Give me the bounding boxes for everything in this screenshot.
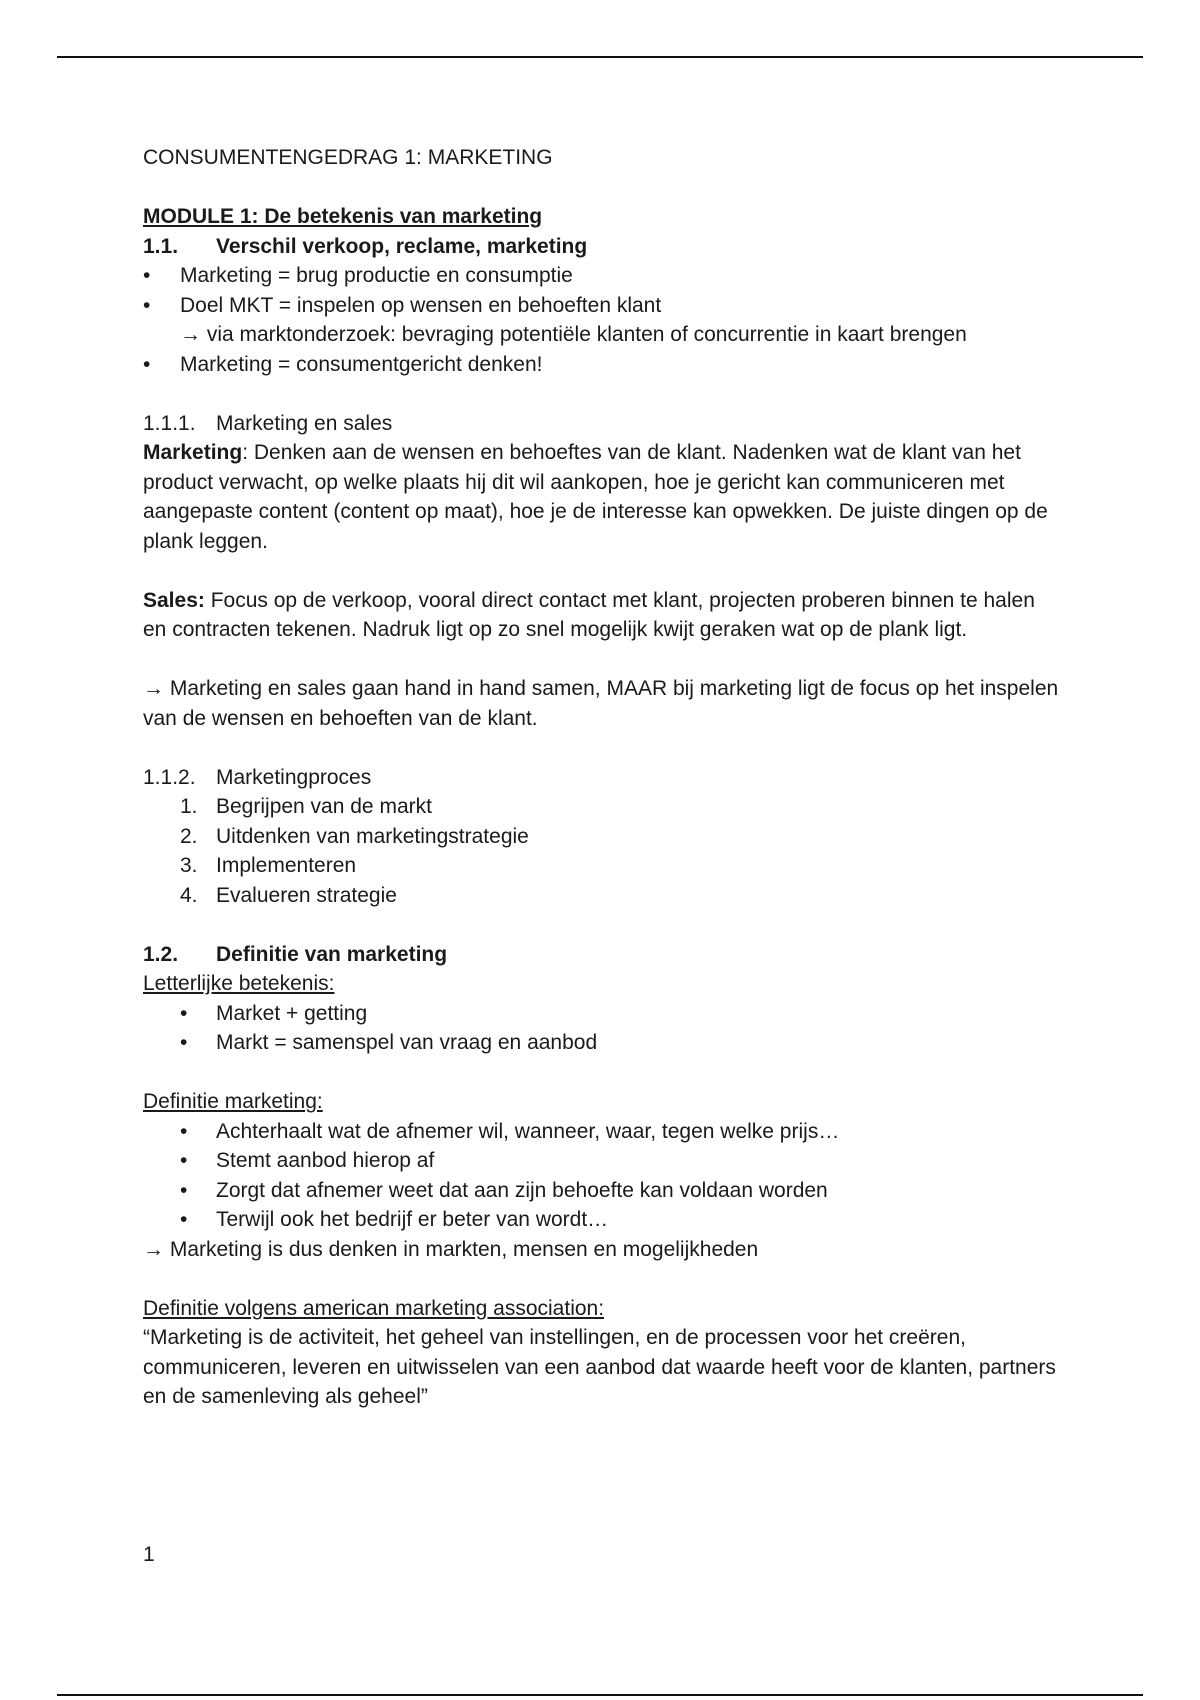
list-item — [143, 999, 1063, 1029]
section-heading-1-2 — [143, 940, 1063, 970]
page-number: 1 — [143, 1543, 155, 1566]
list-item — [143, 851, 1063, 881]
bullet-item — [143, 261, 1063, 291]
header-rule — [57, 56, 1143, 58]
marketing-label: Marketing — [143, 441, 243, 464]
bullet-text: Doel MKT = inspelen op wensen en behoeften klant — [180, 293, 662, 317]
bullet-icon: • — [180, 1149, 188, 1172]
definition-conclusion: → Marketing is dus denken in markten, mensen en mogelijkheden — [143, 1237, 759, 1261]
list-text: Markt = samenspel van vraag en aanbod — [216, 1031, 598, 1054]
sales-paragraph — [143, 586, 1063, 645]
marketing-paragraph — [143, 438, 1063, 556]
list-item — [143, 881, 1063, 911]
bullet-item — [143, 350, 1063, 380]
definition-heading: Definitie marketing: — [143, 1090, 323, 1113]
list-item — [143, 1176, 1063, 1206]
bullet-icon: • — [143, 264, 151, 287]
process-list — [143, 792, 1063, 910]
section-title: Marketingproces — [216, 765, 372, 789]
list-item — [143, 1146, 1063, 1176]
bullet-icon: • — [180, 1031, 188, 1054]
list-item — [143, 822, 1063, 852]
bullet-icon: • — [180, 1178, 188, 1202]
bullet-icon: • — [180, 1208, 188, 1231]
section-heading-1-1 — [143, 232, 1063, 262]
sales-label: Sales: — [143, 588, 205, 612]
list-item — [143, 792, 1063, 822]
ama-heading: Definitie volgens american marketing association: — [143, 1296, 605, 1320]
sales-text: Focus op de verkoop, vooral direct contact met klant, projecten proberen binnen te halen en contracten tekenen. Nadruk ligt op zo snel mogelijk kwijt geraken wat op de plank ligt. — [143, 588, 1035, 641]
list-number: 3. — [180, 854, 198, 877]
bullet-icon: • — [143, 352, 151, 376]
list-number: 4. — [180, 883, 198, 907]
bullet-icon: • — [180, 1119, 188, 1143]
document-body — [143, 143, 1063, 1412]
list-text: Market + getting — [216, 1001, 368, 1025]
section-heading-1-1-2 — [143, 763, 1063, 793]
list-text: Stemt aanbod hierop af — [216, 1149, 435, 1172]
ama-quote: “Marketing is de activiteit, het geheel van instellingen, en de processen voor het creëren, communiceren, leveren en uitwisselen van een aanbod dat waarde heeft voor de klanten, partners en de samenleving als geheel” — [143, 1326, 1056, 1408]
bullet-text: Marketing = consumentgericht denken! — [180, 352, 543, 376]
list-text: Uitdenken van marketingstrategie — [216, 824, 529, 848]
section-number: 1.1. — [143, 234, 179, 258]
list-text: Implementeren — [216, 854, 357, 877]
module-heading: MODULE 1: De betekenis van marketing — [143, 205, 543, 228]
section-number: 1.1.2. — [143, 765, 196, 789]
list-text: Terwijl ook het bedrijf er beter van wordt… — [216, 1208, 609, 1231]
bullet-text: Marketing = brug productie en consumptie — [180, 264, 573, 287]
list-text: Zorgt dat afnemer weet dat aan zijn behoefte kan voldaan worden — [216, 1178, 828, 1202]
list-text: Achterhaalt wat de afnemer wil, wanneer, waar, tegen welke prijs… — [216, 1119, 840, 1143]
bullet-item — [143, 291, 1063, 321]
list-item — [143, 1028, 1063, 1058]
section-title: Definitie van marketing — [216, 942, 448, 966]
document-title: CONSUMENTENGEDRAG 1: MARKETING — [143, 146, 553, 169]
list-text: Evalueren strategie — [216, 883, 397, 907]
list-number: 1. — [180, 795, 198, 818]
section-number: 1.2. — [143, 942, 179, 966]
bullet-icon: • — [180, 1001, 188, 1025]
section-number: 1.1.1. — [143, 411, 196, 435]
section-title: Verschil verkoop, reclame, marketing — [216, 234, 588, 258]
bullet-icon: • — [143, 293, 151, 317]
marketing-text: : Denken aan de wensen en behoeftes van de klant. Nadenken wat de klant van het product verwacht, op welke plaats hij dit wil aankopen, hoe je gericht kan communiceren met aangepaste content (content op maat), hoe je de interesse kan opwekken. De juiste dingen op de plank leggen. — [143, 441, 1048, 553]
list-item — [143, 1117, 1063, 1147]
sales-conclusion: → Marketing en sales gaan hand in hand samen, MAAR bij marketing ligt de focus op het inspelen van de wensen en behoeften van de klant. — [143, 677, 1059, 730]
list-number: 2. — [180, 824, 198, 848]
footer-rule — [57, 1694, 1143, 1696]
section-title: Marketing en sales — [216, 411, 393, 435]
section-heading-1-1-1 — [143, 409, 1063, 439]
arrow-note: → via marktonderzoek: bevraging potentiële klanten of concurrentie in kaart brengen — [180, 323, 967, 346]
list-text: Begrijpen van de markt — [216, 795, 432, 818]
list-item — [143, 1205, 1063, 1235]
literal-heading: Letterlijke betekenis: — [143, 972, 335, 995]
